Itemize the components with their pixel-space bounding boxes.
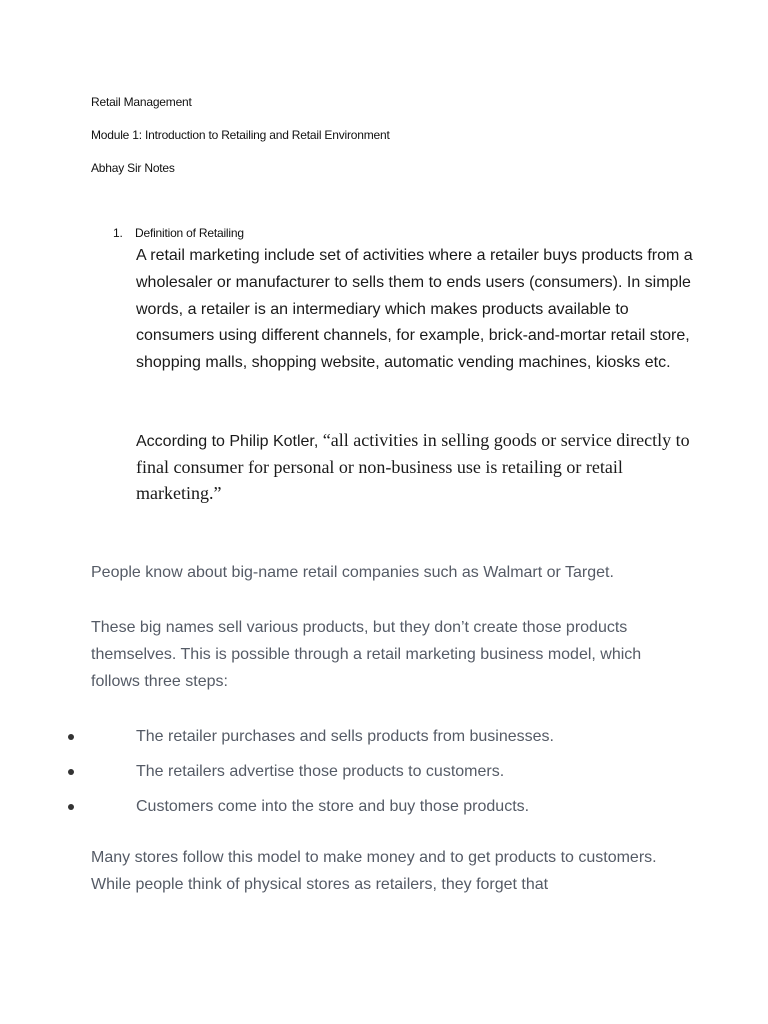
- article-paragraph-3: Many stores follow this model to make money and to get products to customers. While people think of physical stores as retailers, they forget that: [91, 849, 657, 893]
- bullet-icon: [68, 804, 74, 810]
- quote-intro: According to Philip Kotler,: [136, 433, 323, 450]
- document-page: Retail Management Module 1: Introduction to Retailing and Retail Environment Abhay Sir Notes 1. Definition of Retailing A retail marketing include set of activities where a retailer buys products from a wholesaler or manufacturer to sells them to ends users (consumers). In simple words, a retailer is an intermediary which makes products available to consumers using different channels, for example, brick-and-mortar retail store, shopping malls, shopping website, automatic vending machines, kiosks etc. According to Philip Kotler, “all activities in selling goods or service directly to final consumer for personal or non-business use is retailing or retail marketing.” People know about big-name retail companies such as Walmart or Target. These big names sell various products, but they don’t create those products themselves. This is possible through a retail marketing business model, which follows three steps: The retailer purchases and sells products from businesses. The retailers advertise those products to customers. Customers come into the store and buy those products. Many stores follow this model to make money and to get products to customers. While people think of physical stores as retailers, they forget that: [0, 0, 768, 1024]
- bullet-icon: [68, 734, 74, 740]
- course-title: Retail Management: [91, 95, 192, 109]
- bullet-icon: [68, 769, 74, 775]
- section-heading: [113, 226, 244, 240]
- definition-paragraph: A retail marketing include set of activities where a retailer buys products from a wholesaler or manufacturer to sells them to ends users (consumers). In simple words, a retailer is an intermediary which makes products available to consumers using different channels, for example, brick-and-mortar retail store, shopping malls, shopping website, automatic vending machines, kiosks etc.: [136, 247, 693, 372]
- section-number: 1.: [113, 226, 123, 240]
- author-line: Abhay Sir Notes: [91, 161, 175, 175]
- kotler-quote: [136, 428, 696, 508]
- quote-text: “all activities in selling goods or service directly to final consumer for personal or non-business use is retailing or retail marketing.”: [136, 430, 690, 503]
- article-paragraph-1: People know about big-name retail companies such as Walmart or Target.: [91, 564, 614, 581]
- article-paragraph-2: These big names sell various products, but they don’t create those products themselves. This is possible through a retail marketing business model, which follows three steps:: [91, 619, 642, 690]
- section-title: Definition of Retailing: [135, 226, 244, 240]
- module-title: Module 1: Introduction to Retailing and Retail Environment: [91, 128, 390, 142]
